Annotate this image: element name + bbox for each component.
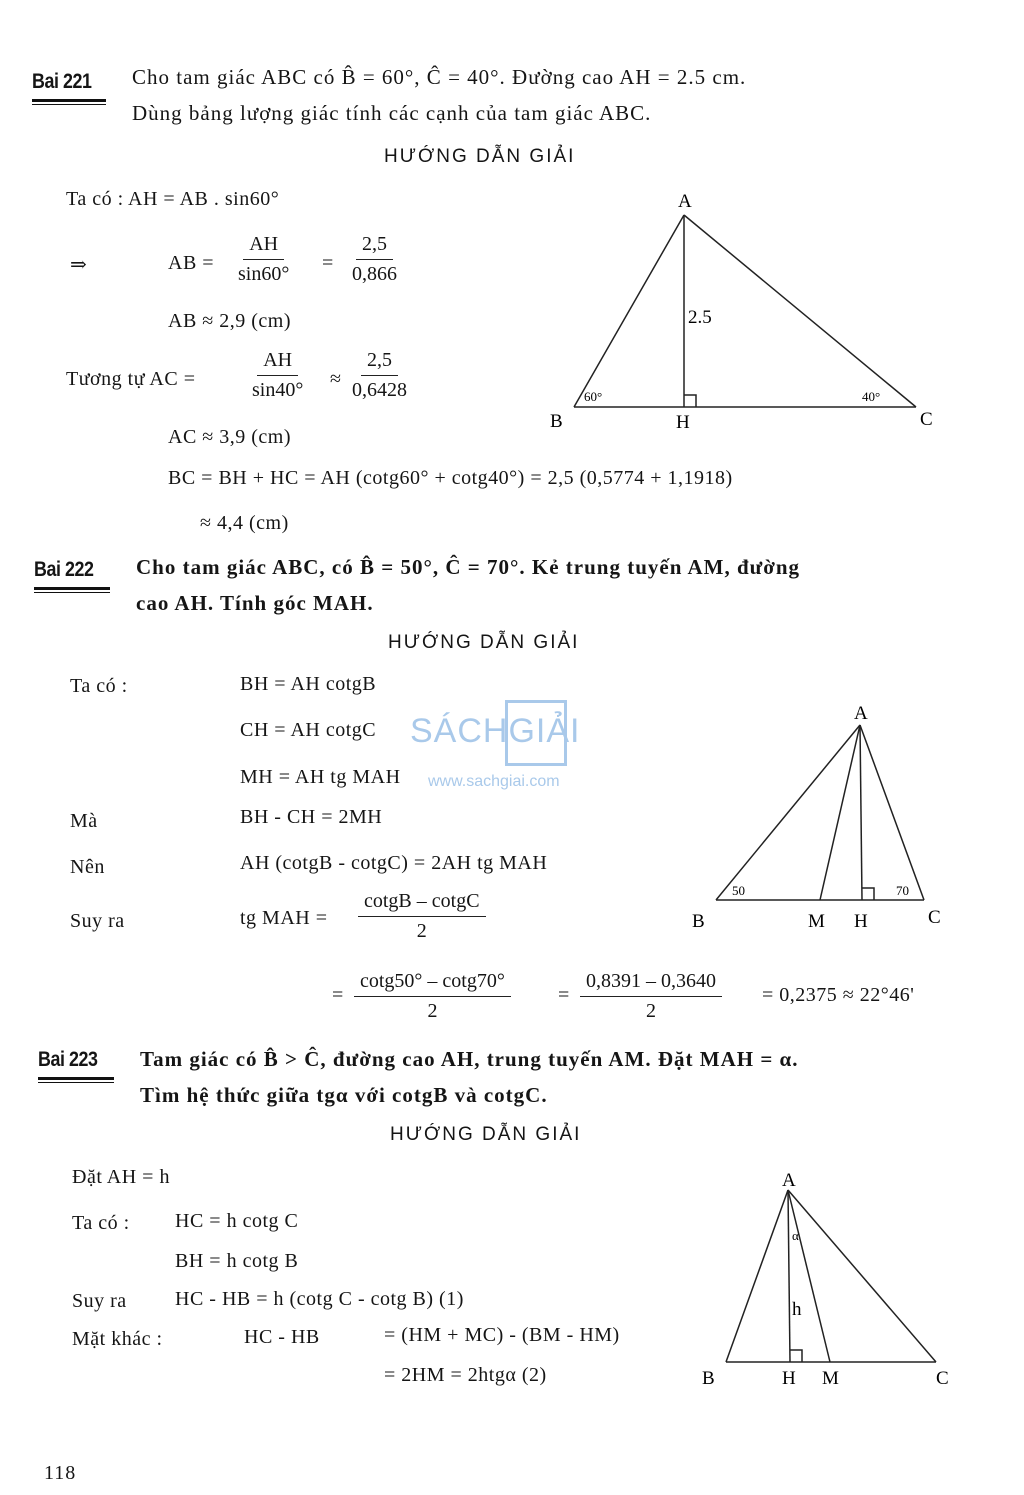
angle-b-label: 50 (732, 883, 745, 898)
solution-line: Đặt AH = h (72, 1166, 170, 1188)
altitude-label-h: h (792, 1299, 802, 1320)
solution-line: BC = BH + HC = AH (cotg60° + cotg40°) = 2,5 (0,5774 + 1,1918) (168, 467, 733, 489)
fraction-denominator: 2 (416, 920, 427, 942)
vertex-label-c: C (936, 1368, 949, 1389)
equals-sign: = (332, 984, 344, 1006)
fraction (358, 890, 486, 943)
solution-line: BH = h cotg B (175, 1250, 299, 1272)
angle-c-label: 70 (896, 883, 909, 898)
solution-keyword: Ta có : (70, 675, 128, 697)
label-underline (38, 1077, 114, 1083)
solution-line: Ta có : AH = AB . sin60° (66, 188, 280, 210)
vertex-label-a: A (782, 1170, 796, 1191)
angle-alpha-label: α (792, 1228, 799, 1243)
fraction-numerator: 2,5 (361, 349, 398, 376)
solution-keyword: Nên (70, 856, 105, 878)
solution-line: HC = h cotg C (175, 1210, 299, 1232)
foot-label-h: H (782, 1368, 796, 1389)
solution-line: MH = AH tg MAH (240, 766, 401, 788)
vertex-label-c: C (920, 409, 933, 430)
fraction-denominator: sin40° (252, 379, 304, 401)
solution-line: CH = AH cotgC (240, 719, 377, 741)
problem-statement-line: Cho tam giác ABC có B̂ = 60°, Ĉ = 40°. Đường cao AH = 2.5 cm. (132, 65, 747, 89)
fraction (346, 233, 403, 286)
solution-keyword: Suy ra (70, 910, 125, 932)
triangle-figure (540, 185, 960, 435)
angle-b-label: 60° (584, 389, 603, 404)
fraction (232, 233, 295, 286)
foot-label-h: H (676, 412, 690, 433)
fraction-denominator: 2 (427, 1000, 438, 1022)
label-underline (32, 99, 106, 105)
altitude-length-label: 2.5 (688, 307, 712, 328)
fraction (354, 970, 511, 1023)
vertex-label-a: A (678, 191, 692, 212)
fraction-denominator: 0,6428 (352, 379, 407, 401)
label-underline (34, 587, 110, 593)
fraction (580, 970, 722, 1023)
problem-label: Bai 222 (34, 558, 94, 581)
approx-sign: ≈ (330, 368, 342, 390)
solution-keyword: Mặt khác : (72, 1328, 163, 1350)
implies-arrow: ⇒ (70, 254, 88, 276)
equals-sign: = (558, 984, 570, 1006)
fraction-denominator: 0,866 (352, 263, 397, 285)
solution-heading: HƯỚNG DẪN GIẢI (390, 1124, 582, 1145)
fraction-numerator: 2,5 (356, 233, 393, 260)
vertex-label-b: B (692, 911, 705, 932)
problem-statement-line: Cho tam giác ABC, có B̂ = 50°, Ĉ = 70°. Kẻ trung tuyến AM, đường (136, 555, 801, 579)
solution-line: HC - HB (244, 1326, 320, 1348)
problem-statement-line: Tam giác có B̂ > Ĉ, đường cao AH, trung tuyến AM. Đặt MAH = α. (140, 1047, 799, 1071)
midpoint-label-m: M (808, 911, 825, 932)
vertex-label-b: B (702, 1368, 715, 1389)
triangle-figure (690, 1160, 960, 1395)
solution-line: = (HM + MC) - (BM - HM) (384, 1324, 620, 1346)
solution-line: ≈ 4,4 (cm) (200, 512, 289, 534)
fraction-numerator: 0,8391 – 0,3640 (580, 970, 722, 997)
solution-line: AB = (168, 252, 215, 274)
fraction (246, 349, 309, 402)
fraction-numerator: AH (257, 349, 298, 376)
solution-heading: HƯỚNG DẪN GIẢI (384, 146, 576, 167)
watermark-logo: SÁCHGIẢI (410, 712, 581, 750)
fraction-numerator: cotgB – cotgC (358, 890, 486, 917)
triangle-figure (680, 695, 960, 940)
problem-statement-line: cao AH. Tính góc MAH. (136, 591, 374, 615)
midpoint-label-m: M (822, 1368, 839, 1389)
solution-line: Tương tự AC = (66, 368, 196, 390)
solution-line: tg MAH = (240, 907, 328, 929)
solution-line: = 2HM = 2htgα (2) (384, 1364, 547, 1386)
fraction-denominator: sin60° (238, 263, 290, 285)
foot-label-h: H (854, 911, 868, 932)
vertex-label-a: A (854, 703, 868, 724)
solution-keyword: Ta có : (72, 1212, 130, 1234)
solution-line: HC - HB = h (cotg C - cotg B) (1) (175, 1288, 464, 1310)
solution-line: BH - CH = 2MH (240, 806, 383, 828)
watermark-url: www.sachgiai.com (428, 773, 560, 790)
result-line: = 0,2375 ≈ 22°46' (762, 984, 915, 1006)
page-number: 118 (44, 1462, 77, 1484)
problem-statement-line: Tìm hệ thức giữa tgα với cotgB và cotgC. (140, 1083, 548, 1107)
problem-label: Bai 223 (38, 1048, 98, 1071)
vertex-label-c: C (928, 907, 941, 928)
fraction (346, 349, 413, 402)
fraction-numerator: cotg50° – cotg70° (354, 970, 511, 997)
solution-line: AC ≈ 3,9 (cm) (168, 426, 292, 448)
fraction-numerator: AH (243, 233, 284, 260)
solution-heading: HƯỚNG DẪN GIẢI (388, 632, 580, 653)
equals-sign: = (322, 252, 334, 274)
problem-label: Bai 221 (32, 70, 92, 93)
solution-line: AB ≈ 2,9 (cm) (168, 310, 292, 332)
solution-line: BH = AH cotgB (240, 673, 377, 695)
solution-line: AH (cotgB - cotgC) = 2AH tg MAH (240, 852, 548, 874)
solution-keyword: Suy ra (72, 1290, 127, 1312)
problem-statement-line: Dùng bảng lượng giác tính các cạnh của tam giác ABC. (132, 101, 652, 125)
solution-keyword: Mà (70, 810, 98, 832)
fraction-denominator: 2 (646, 1000, 656, 1022)
angle-c-label: 40° (862, 389, 881, 404)
vertex-label-b: B (550, 411, 563, 432)
